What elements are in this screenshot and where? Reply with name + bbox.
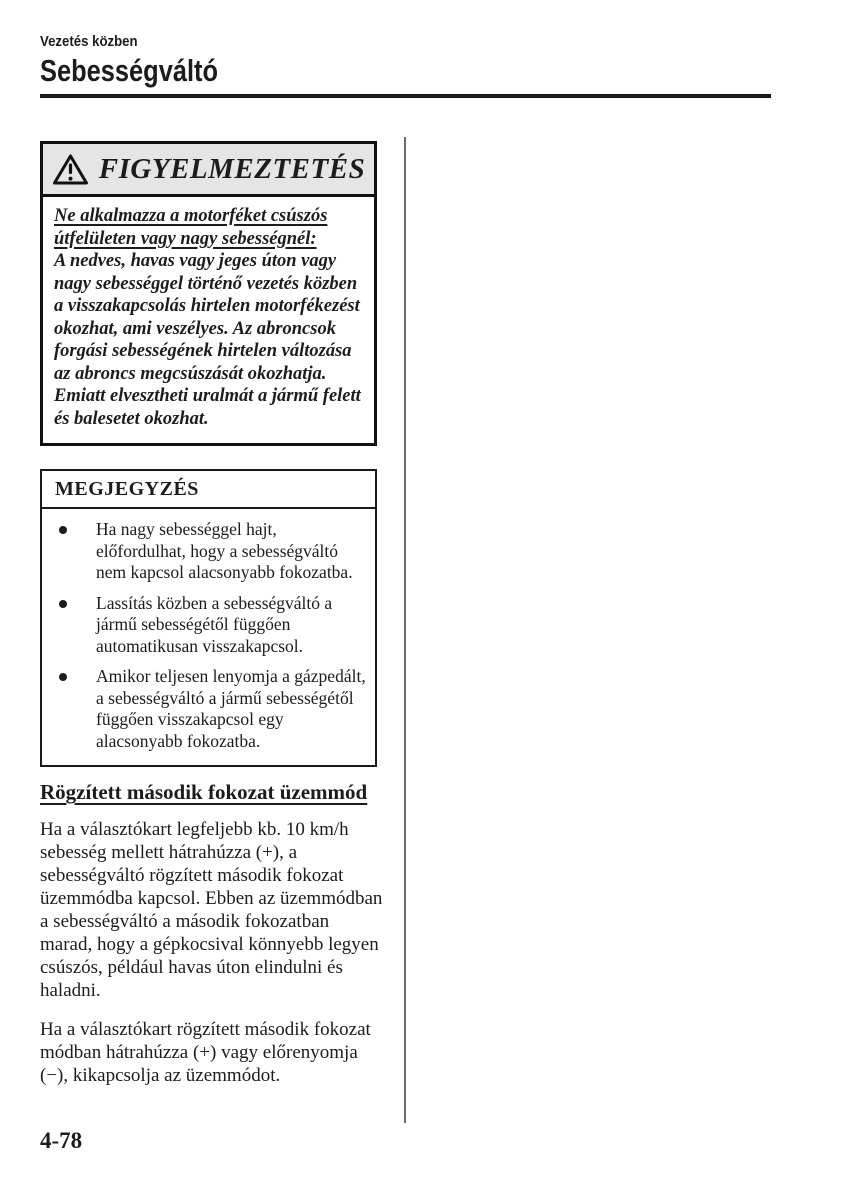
note-box-title: MEGJEGYZÉS: [42, 471, 375, 509]
note-box: [40, 469, 377, 767]
list-item-text: Amikor teljesen lenyomja a gázpedált, a sebességváltó a jármű sebességétől függően visszakapcsol egy alacsonyabb fokozatba.: [96, 666, 366, 751]
bullet-icon: [59, 600, 67, 608]
warning-box-title: FIGYELMEZTETÉS: [98, 153, 366, 185]
section-heading: Rögzített második fokozat üzemmód: [40, 780, 368, 804]
warning-box-header: [43, 144, 374, 197]
note-list: [42, 509, 375, 765]
list-item-text: Ha nagy sebességgel hajt, előfordulhat, hogy a sebességváltó nem kapcsol alacsonyabb fokozatba.: [96, 519, 353, 582]
warning-body-text: A nedves, havas vagy jeges úton vagy nagy sebességgel történő vezetés közben a visszakapcsolás hirtelen motorfékezést okozhat, ami veszélyes. Az abroncsok forgási sebességének hirtelen változása az abroncs megcsúszását okozhatja. Emiatt elvesztheti uralmát a jármű felett és balesetet okozhat.: [54, 251, 361, 429]
bullet-icon: [59, 673, 67, 681]
warning-triangle-icon: [52, 153, 89, 186]
list-item: [56, 666, 371, 752]
chapter-label: Vezetés közben: [40, 33, 138, 50]
list-item-text: Lassítás közben a sebességváltó a jármű sebességétől függően automatikusan visszakapcsol.: [96, 592, 333, 656]
column-divider: [404, 137, 406, 1123]
warning-box-body: [43, 197, 374, 443]
body-paragraph: Ha a választókart rögzített második fokozat módban hátrahúzza (+) vagy előrenyomja (−), kikapcsolja az üzemmódot.: [40, 1019, 371, 1086]
list-item: [56, 593, 371, 658]
list-item: [56, 519, 371, 584]
warning-box: [40, 141, 377, 446]
left-column: [40, 33, 385, 1087]
warning-lead-text: Ne alkalmazza a motorféket csúszós útfelületen vagy nagy sebességnél:: [54, 206, 328, 249]
bullet-icon: [59, 526, 67, 534]
title-rule: [40, 94, 771, 98]
page-number: 4-78: [40, 1128, 83, 1153]
body-paragraph: Ha a választókart legfeljebb kb. 10 km/h sebesség mellett hátrahúzza (+), a sebességváltó rögzített második fokozat üzemmódba kapcsol. Ebben az üzemmódban a sebességváltó a második fokozatban marad, hogy a gépkocsival könnyebb legyen csúszós, például havas úton elindulni és haladni.: [40, 819, 383, 1001]
page-title: Sebességváltó: [40, 53, 219, 88]
